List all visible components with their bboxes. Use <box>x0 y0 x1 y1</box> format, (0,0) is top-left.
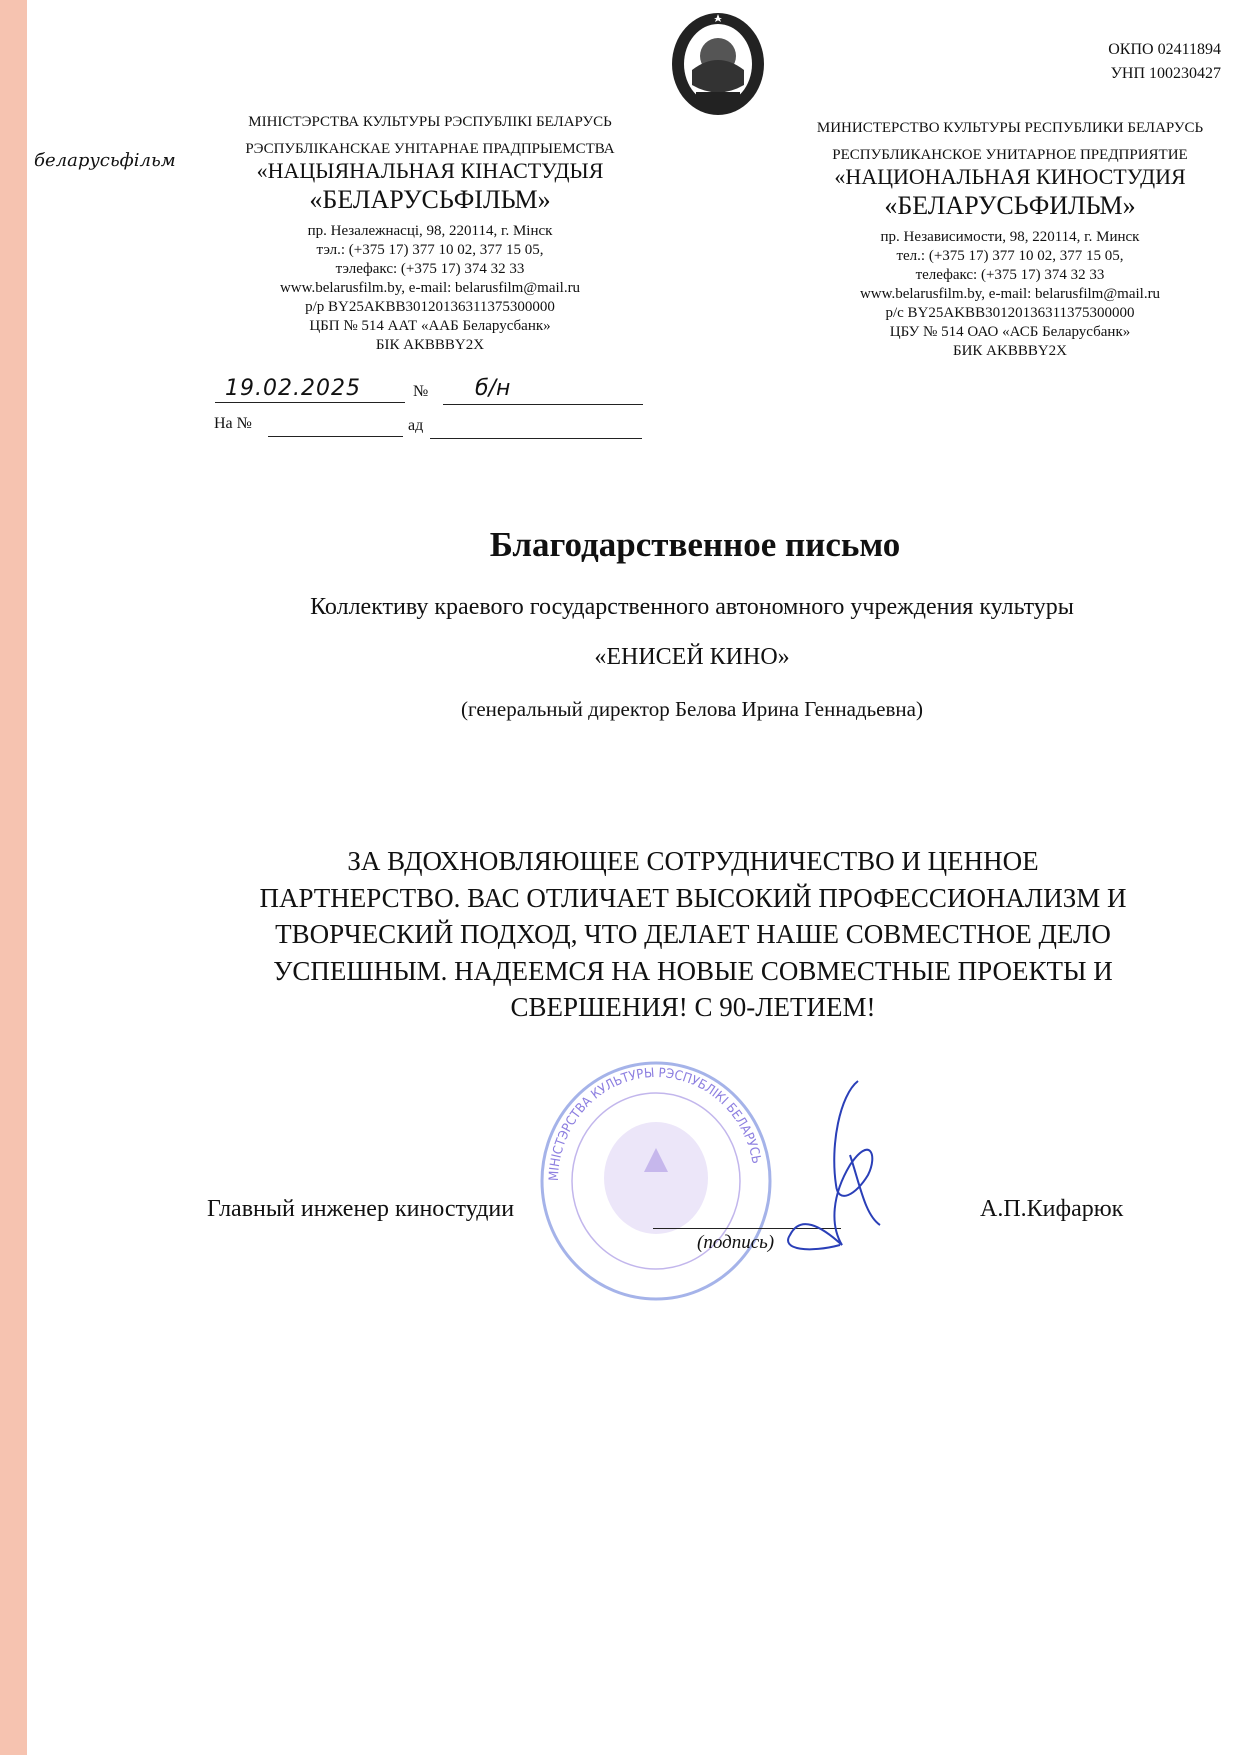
scan-edge-strip <box>0 0 27 1755</box>
address-line: www.belarusfilm.by, e-mail: belarusfilm@mail.ru <box>279 280 581 296</box>
org-name-by-1: «НАЦЫЯНАЛЬНАЯ КІНАСТУДЫЯ <box>256 158 604 183</box>
address-line: пр. Независимости, 98, 220114, г. Минск <box>880 229 1140 245</box>
letter-title: Благодарственное письмо <box>489 525 901 564</box>
letter-number: б/н <box>475 376 511 401</box>
address-line: пр. Незалежнасці, 98, 220114, г. Мінск <box>307 223 553 239</box>
address-line: телефакс: (+375 17) 374 32 33 <box>915 267 1105 283</box>
org-type-by: РЭСПУБЛІКАНСКАЕ УНІТАРНАЕ ПРАДПРЫЕМСТВА <box>245 141 615 157</box>
org-name-by-2: «БЕЛАРУСЬФІЛЬМ» <box>309 185 551 214</box>
ministry-by: МІНІСТЭРСТВА КУЛЬТУРЫ РЭСПУБЛІКІ БЕЛАРУСЬ <box>248 114 612 130</box>
director-line: (генеральный директор Белова Ирина Геннадьевна) <box>461 697 923 721</box>
address-line: р/с BY25AKBB30120136311375300000 <box>885 305 1135 321</box>
ministry-ru: МИНИСТЕРСТВО КУЛЬТУРЫ РЕСПУБЛИКИ БЕЛАРУСЬ <box>816 120 1204 136</box>
org-type-ru: РЕСПУБЛИКАНСКОЕ УНИТАРНОЕ ПРЕДПРИЯТИЕ <box>832 147 1188 163</box>
address-line: р/р BY25AKBB30120136311375300000 <box>305 299 555 315</box>
okpo-code: ОКПО 02411894 <box>1108 41 1221 58</box>
signatory-position: Главный инженер киностудии <box>207 1196 515 1222</box>
letter-body <box>150 843 1236 1026</box>
address-line: тэлефакс: (+375 17) 374 32 33 <box>335 261 525 277</box>
address-line: тел.: (+375 17) 377 10 02, 377 15 05, <box>896 248 1124 264</box>
recipient: Коллективу краевого государственного автономного учреждения культуры <box>310 594 1074 620</box>
ref-label: На № <box>214 415 252 432</box>
from-label: ад <box>408 417 424 434</box>
address-line: www.belarusfilm.by, e-mail: belarusfilm@mail.ru <box>859 286 1161 302</box>
recipient-org: «ЕНИСЕЙ КИНО» <box>594 644 790 670</box>
org-name-ru-2: «БЕЛАРУСЬФИЛЬМ» <box>884 191 1136 220</box>
address-line: ЦБУ № 514 ОАО «АСБ Беларусбанк» <box>889 324 1131 340</box>
address-line: БІК AKBBBY2X <box>375 337 485 353</box>
handwritten-signature <box>770 1075 890 1255</box>
number-label: № <box>413 383 429 400</box>
address-line: ЦБП № 514 ААТ «ААБ Беларусбанк» <box>309 318 551 334</box>
body-line: УСПЕШНЫМ. НАДЕЕМСЯ НА НОВЫЕ СОВМЕСТНЫЕ ПРОЕКТЫ И <box>273 955 1113 986</box>
letter-date: 19.02.2025 <box>225 376 361 401</box>
state-emblem <box>662 10 774 118</box>
body-line: СВЕРШЕНИЯ! С 90-ЛЕТИЕМ! <box>510 992 876 1022</box>
stamp-text: МІНІСТЭРСТВА КУЛЬТУРЫ РЭСПУБЛІКІ БЕЛАРУСЬ <box>546 1065 764 1182</box>
signature-caption: (подпись) <box>697 1232 775 1253</box>
address-line: тэл.: (+375 17) 377 10 02, 377 15 05, <box>316 242 544 258</box>
org-name-ru-1: «НАЦИОНАЛЬНАЯ КИНОСТУДИЯ <box>834 164 1186 189</box>
signatory-name: А.П.Кифарюк <box>980 1196 1124 1222</box>
unp-code: УНП 100230427 <box>1110 65 1221 82</box>
address-line: БИК AKBBBY2X <box>952 343 1068 359</box>
body-line: ЗА ВДОХНОВЛЯЮЩЕЕ СОТРУДНИЧЕСТВО И ЦЕННОЕ <box>347 846 1039 876</box>
body-line: ПАРТНЕРСТВО. ВАС ОТЛИЧАЕТ ВЫСОКИЙ ПРОФЕССИОНАЛИЗМ И <box>259 882 1127 913</box>
official-stamp <box>538 1060 774 1302</box>
belarusfilm-logo: беларусьфільм <box>34 150 176 171</box>
body-line: ТВОРЧЕСКИЙ ПОДХОД, ЧТО ДЕЛАЕТ НАШЕ СОВМЕСТНОЕ ДЕЛО <box>275 919 1111 949</box>
